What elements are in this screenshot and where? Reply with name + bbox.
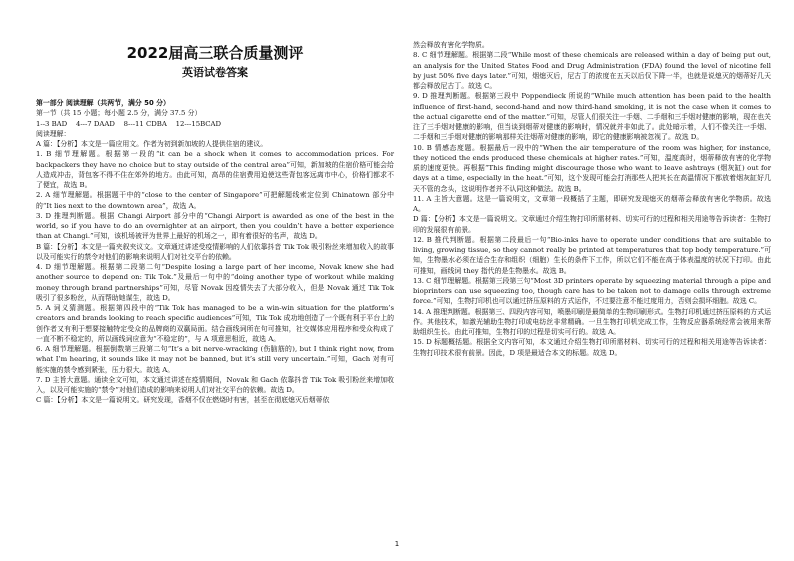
paragraph: B 篇：【分析】本文是一篇夹叙夹议文。文章通过讲述受疫情影响的人们依靠抖音 Tik Tok 吸引粉丝来增加收入的故事以及可能实行的禁令对他们的影响来说明人们对社交平台的依赖。 — [36, 242, 394, 261]
paragraph: 2. A 细节理解题。根据题干中的“close to the center of Singapore”可把解题线索定位到 Chinatown 部分中的“It lies next to the downtown area”，故选 A。 — [36, 191, 394, 210]
paragraph: 11. A 主旨大意题。这是一篇说明文，文章第一段概括了主题，即研究发现熄灭的烟蒂会释放有害化学物质。故选 A。 — [413, 194, 771, 213]
page-title: 2022届高三联合质量测评 — [126, 44, 304, 62]
page-subtitle: 英语试卷答案 — [182, 66, 248, 79]
reading-guide-label: 阅读理解： — [36, 129, 71, 138]
paragraph: 3. D 推理判断题。根据 Changi Airport 部分中的“Changi Airport is awarded as one of the best in the world, so if you have to do an overnighter at an airport, then you couldn’t have a better experience than at Changi.”可知，该机场被评为世界上最好的机场之一，即有着很好的名声，故选 D。 — [36, 211, 394, 241]
paragraph: 1. B 细节理解题。根据第一段的“it can be a shock when it comes to accommodation prices. For backpackers they have no choice but to stay outside of the central area”可知，新加坡的住宿价格可能会给人造成冲击，背包客不得不住在郊外的地方。由此可知，高昂的住宿费用迫使这些背包客远离市中心，价格们都求不了便宜，故选 B。 — [36, 150, 394, 189]
right-column — [413, 40, 771, 358]
paragraph: 4. D 细节理解题。根据第二段第二句“Despite losing a large part of her income, Novak knew she had another source to depend on: Tik Tok.”及最后一句中的“doing another type of workout while making money through brand partnerships”可知，尽管 Novak 因疫情失去了大部分收入，但是 Novak 通过 Tik Tok 吸引了很多粉丝，从而帮助她谋生，故选 D。 — [36, 263, 394, 302]
paragraph: 然会释放有害化学物质。 — [413, 41, 489, 49]
paragraph: 14. A 推理判断题。根据第三、四段内容可知，喷墨印刷是最简单的生物印刷形式。生物打印机通过挤压原料的方式运作。其他技术，如激光辅助生物打印或电纺丝非常精确。一旦生物打印机完成工作，生物反应器系统经常会被用来帮助组织生长。由此可推知，生物打印的过程是切实可行的。故选 A。 — [413, 307, 771, 336]
paragraph: D 篇：【分析】本文是一篇说明文。文章通过介绍生物打印所需材料、切实可行的过程和相关用途等告诉读者：生物打印的发展很有前景。 — [413, 215, 771, 234]
section-subheading: 第一节（共 15 小题；每小题 2.5 分，满分 37.5 分） — [36, 109, 202, 118]
paragraph: 5. A 词义猜测题。根据第四段中的“Tik Tok has managed to be a win-win situation for the platform’s creators and brands looking to reach specific audiences”可知，Tik Tok 成功地创造了一个既有利于平台上的创作者又有利于想要接触特定受众的品牌商的双赢局面。结合画线词所在句可推知，社交媒体应用程序和受众构成了一直不断不稳定的，所以画线词应意为“不稳定的”，与 A 项意思相近，故选 A。 — [36, 304, 394, 343]
paragraph: 12. B 推代判断题。根据第二段最后一句“Bio-inks have to operate under conditions that are suitable to living, growing tissue, so they cannot really be printed at temperatures that top body temperature.”可知，生物墨水必须在适合生存和组织（细胞）生长的条件下工作，所以它们不能在高于体表温度的状况下打印。由此可推知，画线词 they 指代的是生物墨水。故选 B。 — [413, 235, 771, 275]
paragraph: 8. C 细节理解题。根据第二段“While most of these chemicals are released within a day of being put out, an analysis for the United States Food and Drug Administration (FDA) found the level of nicotine fell by just 50% five days later.”可知，烟熄灭后，尼古丁的浓度在五天以后仅下降一半，也就是说熄灭的烟蒂好几天都会释放尼古丁。故选 C。 — [413, 51, 771, 90]
section-heading: 第一部分 阅读理解（共两节，满分 50 分） — [36, 99, 170, 107]
paragraph: 13. C 细节理解题。根据第三段第三句“Most 3D printers operate by squeezing material through a pipe and bioprinters can use squeezing too, though care has to be taken not to damage cells through extreme force.”可知，生物打印机也可以通过挤压原料的方式运作，不过要注意不能过度用力，否则会损坏细胞。故选 C。 — [413, 276, 771, 306]
paragraph: 10. B 情感态度题。根据最后一段中的“When the air temperature of the room was higher, for instance, they noticed the ends produced these chemicals at higher rates.”可知，温度高时，烟蒂释放有害的化学物质的速度更快。再根据“This finding might discourage those who want to leave ashtrays (烟灰缸) out for days at a time, especially in the heat.”可知，这个发现可能会打消那些人把其长在高温情况下都放着烟灰缸好几天不管的念头，这说明作者并不认同这种做法。故选 B。 — [413, 143, 771, 193]
paragraph: 9. D 推理判断题。根据第三段中 Poppendieck 所说的“While much attention has been paid to the health influence of first-hand, second-hand and now third-hand smoking, it is not the case when it comes to the actual cigarette end of the matter.”可知，尽管人们很关注一手烟、二手烟和三手烟对健康的影响，现在也关注了三手烟对健康的影响，但当谈到烟蒂对健康的影响时，情况就并非如此了。此处暗示着，人们不像关注一手烟、二手烟和三手烟对健康的影响那样关注烟蒂对健康的影响，即它的健康影响被忽视了。故选 D。 — [413, 92, 771, 142]
paragraph: 7. D 主旨大意题。通读全文可知，本文通过讲述在疫情期间，Novak 和 Gach 依靠抖音 Tik Tok 吸引粉丝来增加收入，以及可能实施的“禁令”对他们造成的影响来说明人们对社交平台的依赖。故选 D。 — [36, 375, 394, 394]
left-column — [36, 98, 394, 406]
paragraph: C 篇：【分析】本文是一篇说明文。研究发现，香烟不仅在燃烧时有害，甚至在彻底熄灭后烟蒂依 — [36, 396, 330, 405]
page-number: 1 — [394, 540, 400, 548]
paragraph: A 篇：【分析】本文是一篇应用文。作者为初到新加坡的人提供住宿的建议。 — [36, 140, 268, 148]
paragraph: 15. D 标题概括题。根据全文内容可知，本文通过介绍生物打印所需材料、切实可行的过程和相关用途等告诉读者：生物打印技术很有前景。因此，D 项是最适合本文的标题。故选 D。 — [413, 338, 771, 357]
answer-keys: 1--3 BAD 4---7 DAAD 8---11 CDBA 12---15BCAD — [36, 119, 222, 128]
title-block — [36, 44, 394, 80]
paragraph: 6. A 细节理解题。根据倒数第三段第二句“It’s a bit nerve-wracking (伤脑筋的), but I think right now, from what I’m hearing, it sounds like it may not be banned, but it’s still very uncertain.”可知，Gach 对有可能实施的禁令感到紧张，压力很大。故选 A。 — [36, 345, 394, 374]
